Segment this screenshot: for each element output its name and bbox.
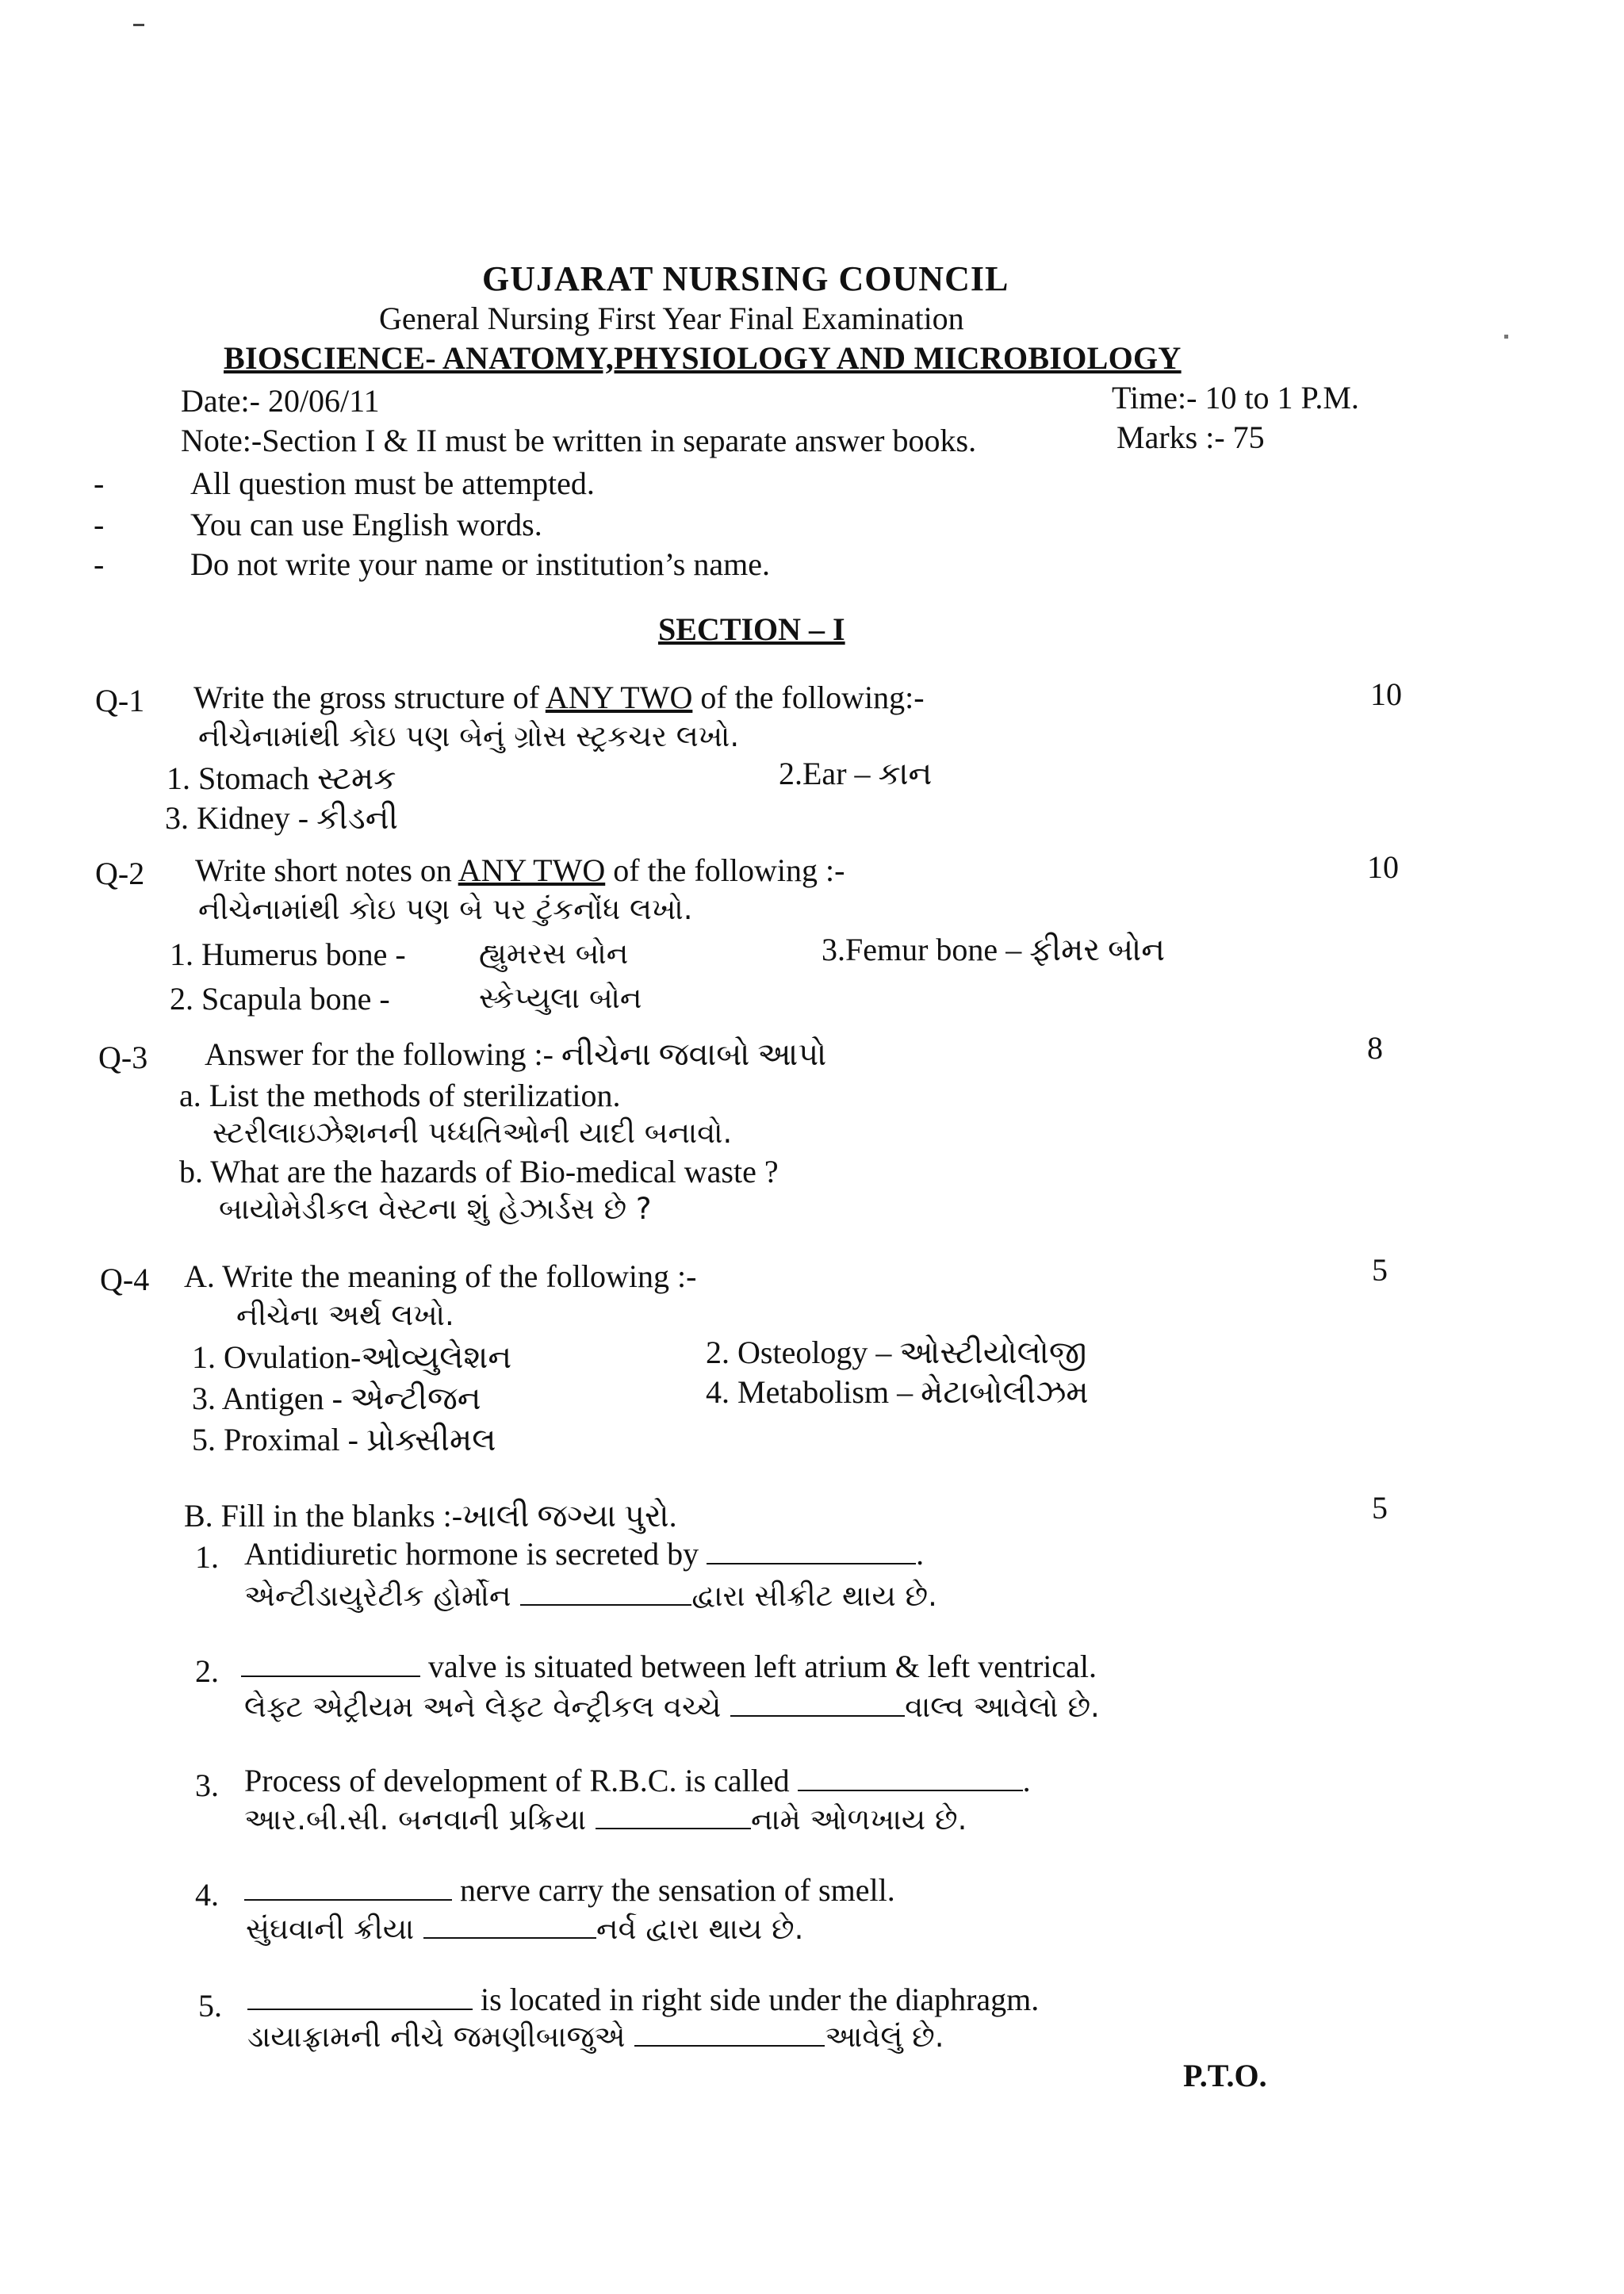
question-text: Answer for the following :- નીચેના જવાબો આપો <box>205 1036 827 1072</box>
question-text <box>193 682 925 714</box>
answer-blank <box>596 1827 751 1829</box>
question-text-post: of the following:- <box>692 680 925 715</box>
question-number: Q-4 <box>100 1262 150 1297</box>
blank-text: એન્ટીડાયુરેટીક હોર્મોન <box>244 1579 521 1613</box>
option-item: 3. Kidney - કીડની <box>165 800 398 836</box>
blank-number: 4. <box>195 1877 219 1913</box>
question-emphasis: ANY TWO <box>545 680 693 715</box>
sub-question: b. What are the hazards of Bio-medical waste ? <box>179 1154 779 1189</box>
option-gujarati: હ્યુમરસ બોન <box>479 936 629 971</box>
question-number: Q-3 <box>98 1040 148 1075</box>
subject-title: BIOSCIENCE- ANATOMY,PHYSIOLOGY AND MICROBIOLOGY <box>224 340 1182 376</box>
blank-text: દ્વારા સીક્રીટ થાય છે. <box>691 1579 937 1613</box>
question-text <box>195 852 845 888</box>
option-item: 2. Scapula bone - <box>170 981 390 1017</box>
blank-text: સુંઘવાની ક્રીયા <box>246 1912 423 1946</box>
exam-note: Note:-Section I & II must be written in separate answer books. <box>181 423 977 458</box>
option-item: 2.Ear – કાન <box>779 756 933 791</box>
blank-sentence <box>247 1984 1039 2016</box>
answer-blank <box>423 1936 596 1939</box>
pto-footer: P.T.O. <box>1183 2058 1267 2093</box>
exam-date: Date:- 20/06/11 <box>181 383 380 419</box>
term-item: 5. Proximal - પ્રોક્સીમલ <box>192 1422 496 1457</box>
blank-text: આવેલું છે. <box>825 2020 944 2054</box>
scan-speck <box>1504 335 1508 339</box>
blank-sentence <box>241 1651 1097 1683</box>
question-marks: 8 <box>1367 1030 1383 1066</box>
blank-text: valve is situated between left atrium & left ventrical. <box>420 1649 1097 1684</box>
answer-blank <box>730 1714 905 1717</box>
council-title: GUJARAT NURSING COUNCIL <box>482 259 1009 298</box>
answer-blank <box>244 1898 452 1901</box>
blank-text: is located in right side under the diaphragm. <box>473 1982 1040 2017</box>
question-number: Q-2 <box>95 856 145 891</box>
blank-text: Antidiuretic hormone is secreted by <box>244 1536 707 1572</box>
blank-sentence <box>244 1765 1031 1797</box>
question-gujarati: નીચેના અર્થ લખો. <box>236 1298 454 1332</box>
total-marks: Marks :- 75 <box>1116 419 1265 455</box>
question-gujarati: નીચેનામાંથી કોઇ પણ બે પર ટુંકનોંધ લખો. <box>198 892 693 926</box>
question-marks: 5 <box>1372 1490 1388 1526</box>
blank-number: 3. <box>195 1767 219 1803</box>
question-marks: 10 <box>1370 676 1402 712</box>
blank-text: . <box>916 1536 925 1572</box>
answer-blank <box>247 2008 473 2010</box>
blank-sentence-gujarati <box>244 1802 967 1836</box>
scan-speck <box>133 24 144 26</box>
term-item: 2. Osteology – ઓસ્ટીયોલોજી <box>706 1335 1087 1370</box>
option-gujarati: સ્કેપ્યુલા બોન <box>479 981 642 1015</box>
question-text-post: of the following :- <box>605 852 845 888</box>
question-text: A. Write the meaning of the following :- <box>184 1258 697 1294</box>
blank-number: 5. <box>198 1988 222 2024</box>
question-number: Q-1 <box>95 683 145 718</box>
question-text-pre: Write the gross structure of <box>193 680 546 715</box>
instruction-item: Do not write your name or institution’s name. <box>190 546 770 582</box>
blank-sentence <box>244 1872 895 1908</box>
blank-text: નર્વ દ્વારા થાય છે. <box>596 1912 804 1946</box>
instruction-bullet: - <box>94 546 105 582</box>
question-text-pre: Write short notes on <box>195 852 458 888</box>
instruction-item: All question must be attempted. <box>190 465 595 501</box>
blank-sentence-gujarati <box>244 1579 937 1613</box>
blank-text: આર.બી.સી. બનવાની પ્રક્રિયા <box>244 1802 596 1836</box>
answer-blank <box>520 1603 691 1606</box>
question-text: B. Fill in the blanks :-ખાલી જગ્યા પુરો. <box>184 1498 677 1534</box>
term-item: 4. Metabolism – મેટાબોલીઝમ <box>706 1374 1089 1410</box>
answer-blank <box>241 1675 420 1677</box>
blank-number: 1. <box>195 1539 219 1575</box>
question-marks: 5 <box>1372 1252 1388 1288</box>
instruction-item: You can use English words. <box>190 507 542 542</box>
question-emphasis: ANY TWO <box>458 852 606 888</box>
blank-sentence-gujarati <box>244 1690 1100 1724</box>
blank-text: ડાયાફ્રામની નીચે જમણીબાજુએ <box>247 2020 635 2054</box>
exam-title: General Nursing First Year Final Examination <box>379 301 964 336</box>
sub-question: a. List the methods of sterilization. <box>179 1078 621 1113</box>
sub-question-gujarati: સ્ટરીલાઇઝેશનની પધ્ધતિઓની યાદી બનાવો. <box>213 1116 733 1150</box>
blank-text: . <box>1022 1763 1031 1798</box>
sub-question-gujarati: બાયોમેડીકલ વેસ્ટના શું હેઝાર્ડસ છે ? <box>219 1192 652 1226</box>
answer-blank <box>634 2044 825 2047</box>
instruction-bullet: - <box>94 465 105 501</box>
term-item: 1. Ovulation-ઓવ્યુલેશન <box>192 1339 512 1375</box>
answer-blank <box>707 1562 916 1564</box>
blank-sentence-gujarati <box>246 1914 803 1944</box>
answer-blank <box>798 1789 1023 1791</box>
question-marks: 10 <box>1367 849 1399 885</box>
blank-text: લેફ્ટ એટ્રીયમ અને લેફ્ટ વેન્ટ્રીકલ વચ્ચે <box>244 1690 731 1724</box>
blank-text: વાલ્વ આવેલો છે. <box>905 1690 1100 1724</box>
blank-sentence-gujarati <box>247 2020 944 2054</box>
term-item: 3. Antigen - એન્ટીજન <box>192 1381 481 1416</box>
blank-text: nerve carry the sensation of smell. <box>452 1872 895 1908</box>
blank-text: Process of development of R.B.C. is called <box>244 1763 798 1798</box>
instruction-bullet: - <box>94 507 105 542</box>
option-item: 1. Stomach સ્ટમક <box>167 760 396 796</box>
option-item: 1. Humerus bone - <box>170 936 406 972</box>
option-item: 3.Femur bone – ફીમર બોન <box>822 932 1166 967</box>
blank-text: નામે ઓળખાય છે. <box>751 1802 967 1836</box>
question-gujarati: નીચેનામાંથી કોઇ પણ બેનું ગ્રોસ સ્ટ્રકચર લખો. <box>198 719 740 753</box>
blank-sentence <box>244 1538 924 1570</box>
section-heading: SECTION – I <box>658 611 845 647</box>
blank-number: 2. <box>195 1653 219 1689</box>
exam-time: Time:- 10 to 1 P.M. <box>1112 380 1359 416</box>
